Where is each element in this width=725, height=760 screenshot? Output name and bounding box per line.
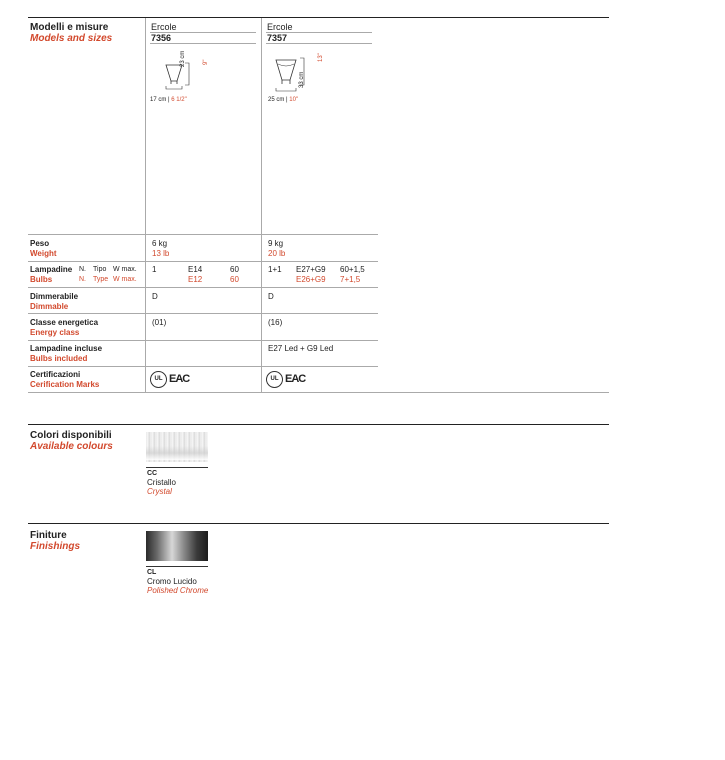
section-title-finishes (30, 530, 80, 552)
section-title-models (30, 22, 112, 44)
model1-height-in: 9" (203, 59, 209, 65)
model1-weight-lb: 13 lb (152, 249, 170, 258)
finishes-rule (28, 523, 609, 524)
colour-code: CC (147, 470, 158, 477)
model2-name: Ercole (267, 22, 293, 32)
col-divider-1 (145, 18, 146, 392)
model2-rule2 (266, 43, 372, 44)
bulbs-type-label-en: Type (93, 276, 109, 283)
model1-bulbs-n: 1 (152, 265, 157, 274)
row-included-en: Bulbs included (30, 354, 88, 363)
swatch-polished-chrome (146, 531, 208, 561)
col-divider-2 (261, 18, 262, 392)
finish-name-it: Cromo Lucido (147, 577, 197, 586)
finishes-title-en: Finishings (30, 541, 80, 552)
row-rule (28, 287, 378, 288)
model2-bulbs-type-en: E26+G9 (296, 275, 326, 284)
model2-bulbs-n: 1+1 (268, 265, 282, 274)
finish-code: CL (147, 569, 157, 576)
row-rule (28, 366, 378, 367)
model1-dimmable: D (152, 292, 158, 301)
ul-mark-icon: UL (150, 371, 167, 388)
model2-weight-kg: 9 kg (268, 239, 284, 248)
row-energy-it: Classe energetica (30, 318, 99, 327)
row-bulbs-it: Lampadine (30, 265, 73, 274)
model1-bulbs-type-en: E12 (188, 275, 203, 284)
model1-height-cm: 23 cm (180, 50, 186, 67)
row-dimmable-it: Dimmerabile (30, 292, 79, 301)
model2-bulbs-w-en: 7+1,5 (340, 275, 361, 284)
section-title-colours (30, 430, 113, 452)
bulbs-n-label-en: N. (79, 276, 86, 283)
row-rule (28, 392, 609, 393)
model2-bulbs-w: 60+1,5 (340, 265, 365, 274)
model2-cert-marks (266, 370, 310, 388)
model1-code: 7356 (151, 33, 172, 43)
model1-cert-marks (150, 370, 194, 388)
bulbs-w-label: W max. (113, 266, 137, 273)
ul-mark-icon: UL (266, 371, 283, 388)
swatch-crystal (146, 432, 208, 462)
model2-dimmable: D (268, 292, 274, 301)
title-en: Models and sizes (30, 33, 113, 44)
model1-rule2 (150, 43, 256, 44)
model1-bulbs-w-en: 60 (230, 275, 239, 284)
colour-name-en: Crystal (147, 487, 172, 496)
finishes-title-it: Finiture (30, 530, 67, 541)
row-rule (28, 234, 378, 235)
swatch-crystal-rule (146, 467, 208, 468)
model2-energy: (16) (268, 318, 283, 327)
bulbs-w-label-en: W max. (113, 276, 137, 283)
row-weight-it: Peso (30, 239, 50, 248)
row-included-it: Lampadine incluse (30, 344, 103, 353)
finish-name-en: Polished Chrome (147, 586, 209, 595)
model2-height-cm: 33 cm (299, 71, 305, 88)
row-cert-it: Certificazioni (30, 370, 81, 379)
model2-height-in: 13" (318, 53, 324, 62)
row-weight-en: Weight (30, 249, 57, 258)
colours-title-en: Available colours (30, 441, 113, 452)
bulbs-n-label: N. (79, 266, 86, 273)
row-bulbs-en: Bulbs (30, 275, 53, 284)
eac-mark-icon: EAC (285, 373, 306, 385)
swatch-chrome-rule (146, 566, 208, 567)
row-rule (28, 313, 378, 314)
row-rule (28, 340, 378, 341)
row-cert-en: Cerification Marks (30, 380, 100, 389)
model2-bulbs-type: E27+G9 (296, 265, 326, 274)
model2-width: 25 cm | 10" (268, 97, 299, 103)
header-rule (28, 17, 609, 18)
model2-weight-lb: 20 lb (268, 249, 286, 258)
bulbs-type-label: Tipo (93, 266, 107, 273)
title-it: Modelli e misure (30, 22, 109, 33)
row-energy-en: Energy class (30, 328, 80, 337)
model2-included: E27 Led + G9 Led (268, 344, 334, 353)
model1-name: Ercole (151, 22, 177, 32)
model1-bulbs-w: 60 (230, 265, 239, 274)
model1-bulbs-type: E14 (188, 265, 203, 274)
row-dimmable-en: Dimmable (30, 302, 69, 311)
colours-title-it: Colori disponibili (30, 430, 112, 441)
model2-code: 7357 (267, 33, 288, 43)
model1-energy: (01) (152, 318, 167, 327)
row-rule (28, 261, 378, 262)
model1-width: 17 cm | 6 1/2" (150, 97, 187, 103)
eac-mark-icon: EAC (169, 373, 190, 385)
colour-name-it: Cristallo (147, 478, 176, 487)
model1-weight-kg: 6 kg (152, 239, 168, 248)
colours-rule (28, 424, 609, 425)
